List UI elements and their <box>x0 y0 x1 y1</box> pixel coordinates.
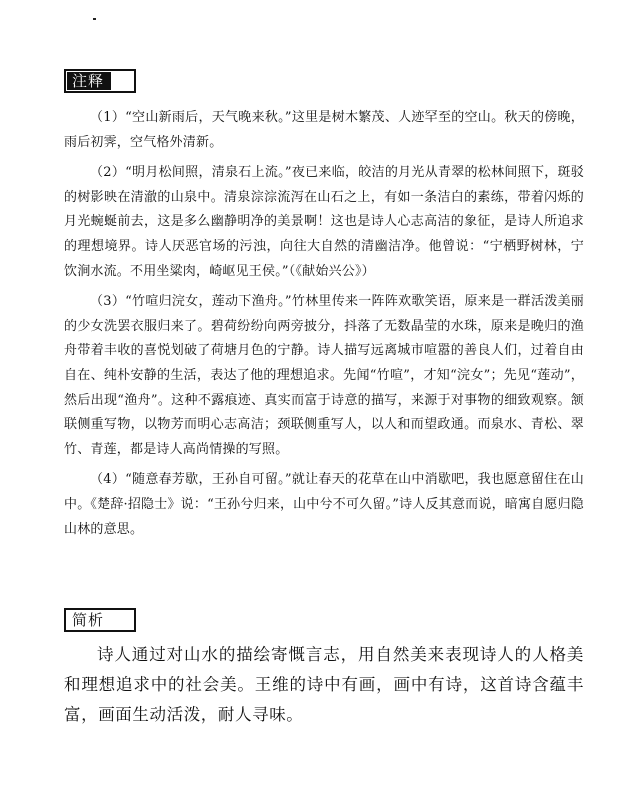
note-item-3: （3）“竹喧归浣女，莲动下渔舟。”竹林里传来一阵阵欢歌笑语，原来是一群活泼美丽的少女洗罢衣服归来了。碧荷纷纷向两旁披分，抖落了无数晶莹的水珠，原来是晚归的渔舟带着丰收的喜悦划破了荷塘月色的宁静。诗人描写远离城市喧嚣的善良人们，过着自由自在、纯朴安静的生活，表达了他的理想追求。先闻“竹喧”，才知“浣女”；先见“莲动”，然后出现“渔舟”。这种不露痕迹、真实而富于诗意的描写，来源于对事物的细致观察。颔联侧重写物，以物芳而明心志高洁；颈联侧重写人，以人和而望政通。而泉水、青松、翠竹、青莲，都是诗人高尚情操的写照。 <box>64 294 584 457</box>
analysis-section-header <box>64 608 136 632</box>
note-item-2: （2）“明月松间照，清泉石上流。”夜已来临，皎洁的月光从青翠的松林间照下，斑驳的树影映在清澈的山泉中。清泉淙淙流泻在山石之上，有如一条洁白的素练，带着闪烁的月光蜿蜒前去，这是多么幽静明净的美景啊！这也是诗人心志高洁的象征，是诗人所追求的理想境界。诗人厌恶官场的污浊，向往大自然的清幽洁净。他曾说：“宁栖野树林，宁饮涧水流。不用坐粱肉，崎岖见王侯。”（《献始兴公》） <box>64 165 584 279</box>
analysis-section-title: 简析 <box>67 611 111 629</box>
note-item-1: （1）“空山新雨后，天气晚来秋。”这里是树木繁茂、人迹罕至的空山。秋天的傍晚，雨后初霁，空气格外清新。 <box>64 110 584 150</box>
note-item-4: （4）“随意春芳歇，王孙自可留。”就让春天的花草在山中消歇吧，我也愿意留住在山中。《楚辞·招隐士》说：“王孙兮归来，山中兮不可久留。”诗人反其意而说，暗寓自愿归隐山林的意思。 <box>64 472 584 537</box>
analysis-body <box>64 640 584 730</box>
scan-speck <box>93 18 96 20</box>
analysis-paragraph: 诗人通过对山水的描绘寄慨言志，用自然美来表现诗人的人格美和理想追求中的社会美。王维的诗中有画，画中有诗，这首诗含蕴丰富，画面生动活泼，耐人寻味。 <box>64 645 584 724</box>
notes-section-title: 注释 <box>67 72 111 90</box>
notes-section-header <box>64 69 136 93</box>
notes-body <box>64 106 584 548</box>
